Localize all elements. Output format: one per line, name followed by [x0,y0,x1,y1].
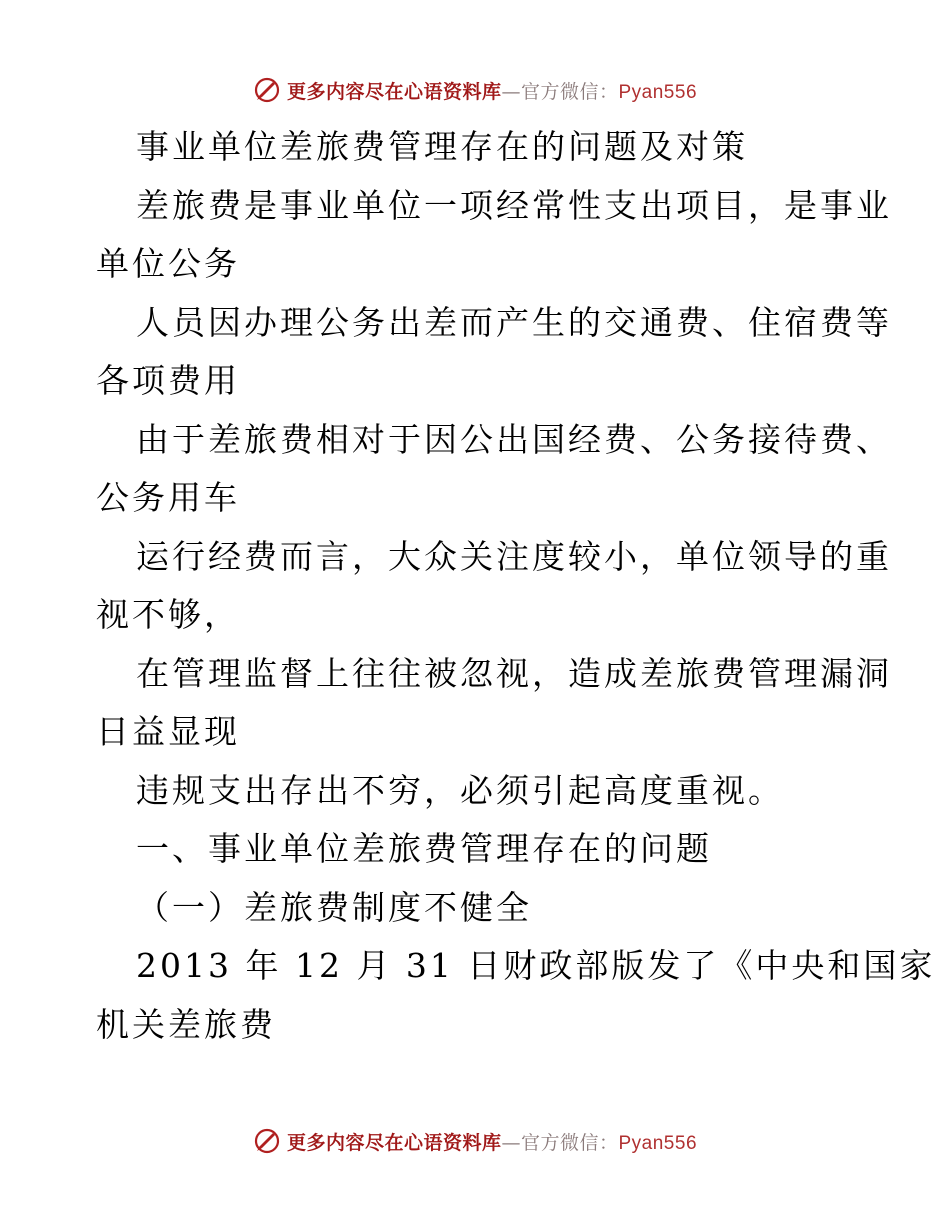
paragraph-line: 运行经费而言，大众关注度较小，单位领导的重 [136,536,892,576]
watermark-text [287,1128,697,1155]
document-body [96,118,936,1054]
subsection-heading: （一）差旅费制度不健全 [136,887,532,927]
paragraph-line: 各项费用 [96,361,240,400]
watermark-brand: 更多内容尽在心语资料库 [286,1131,502,1154]
document-title: 事业单位差旅费管理存在的问题及对策 [136,127,748,166]
watermark-text [287,77,697,104]
paragraph-line: 2013 年 12 月 31 日财政部版发了《中央和国家 [136,946,936,985]
watermark-brand: 更多内容尽在心语资料库 [286,80,502,103]
watermark-wechat-id: Pyan556 [618,1132,698,1154]
watermark-label: 官方微信： [520,1131,619,1154]
watermark-separator: — [501,1131,521,1154]
watermark-label: 官方微信： [520,80,619,103]
paragraph-line: 由于差旅费相对于因公出国经费、公务接待费、 [136,419,892,459]
footer-watermark [0,1121,950,1161]
watermark-wechat-id: Pyan556 [618,81,698,103]
quill-logo-icon [253,1127,281,1155]
paragraph-line: 差旅费是事业单位一项经常性支出项目，是事业 [136,185,892,225]
paragraph-line: 在管理监督上往往被忽视，造成差旅费管理漏洞 [136,653,892,693]
paragraph-line: 公务用车 [96,478,240,517]
paragraph-line: 视不够， [96,595,240,634]
paragraph-line: 单位公务 [96,244,240,283]
watermark-separator: — [501,80,521,103]
paragraph-line: 人员因办理公务出差而产生的交通费、住宿费等 [136,302,892,342]
quill-logo-icon [253,76,281,104]
paragraph-line: 违规支出存出不穷，必须引起高度重视。 [136,770,784,810]
paragraph-line: 日益显现 [96,712,240,751]
section-heading: 一、事业单位差旅费管理存在的问题 [136,829,712,868]
paragraph-line: 机关差旅费 [96,1004,276,1044]
header-watermark [0,70,950,110]
